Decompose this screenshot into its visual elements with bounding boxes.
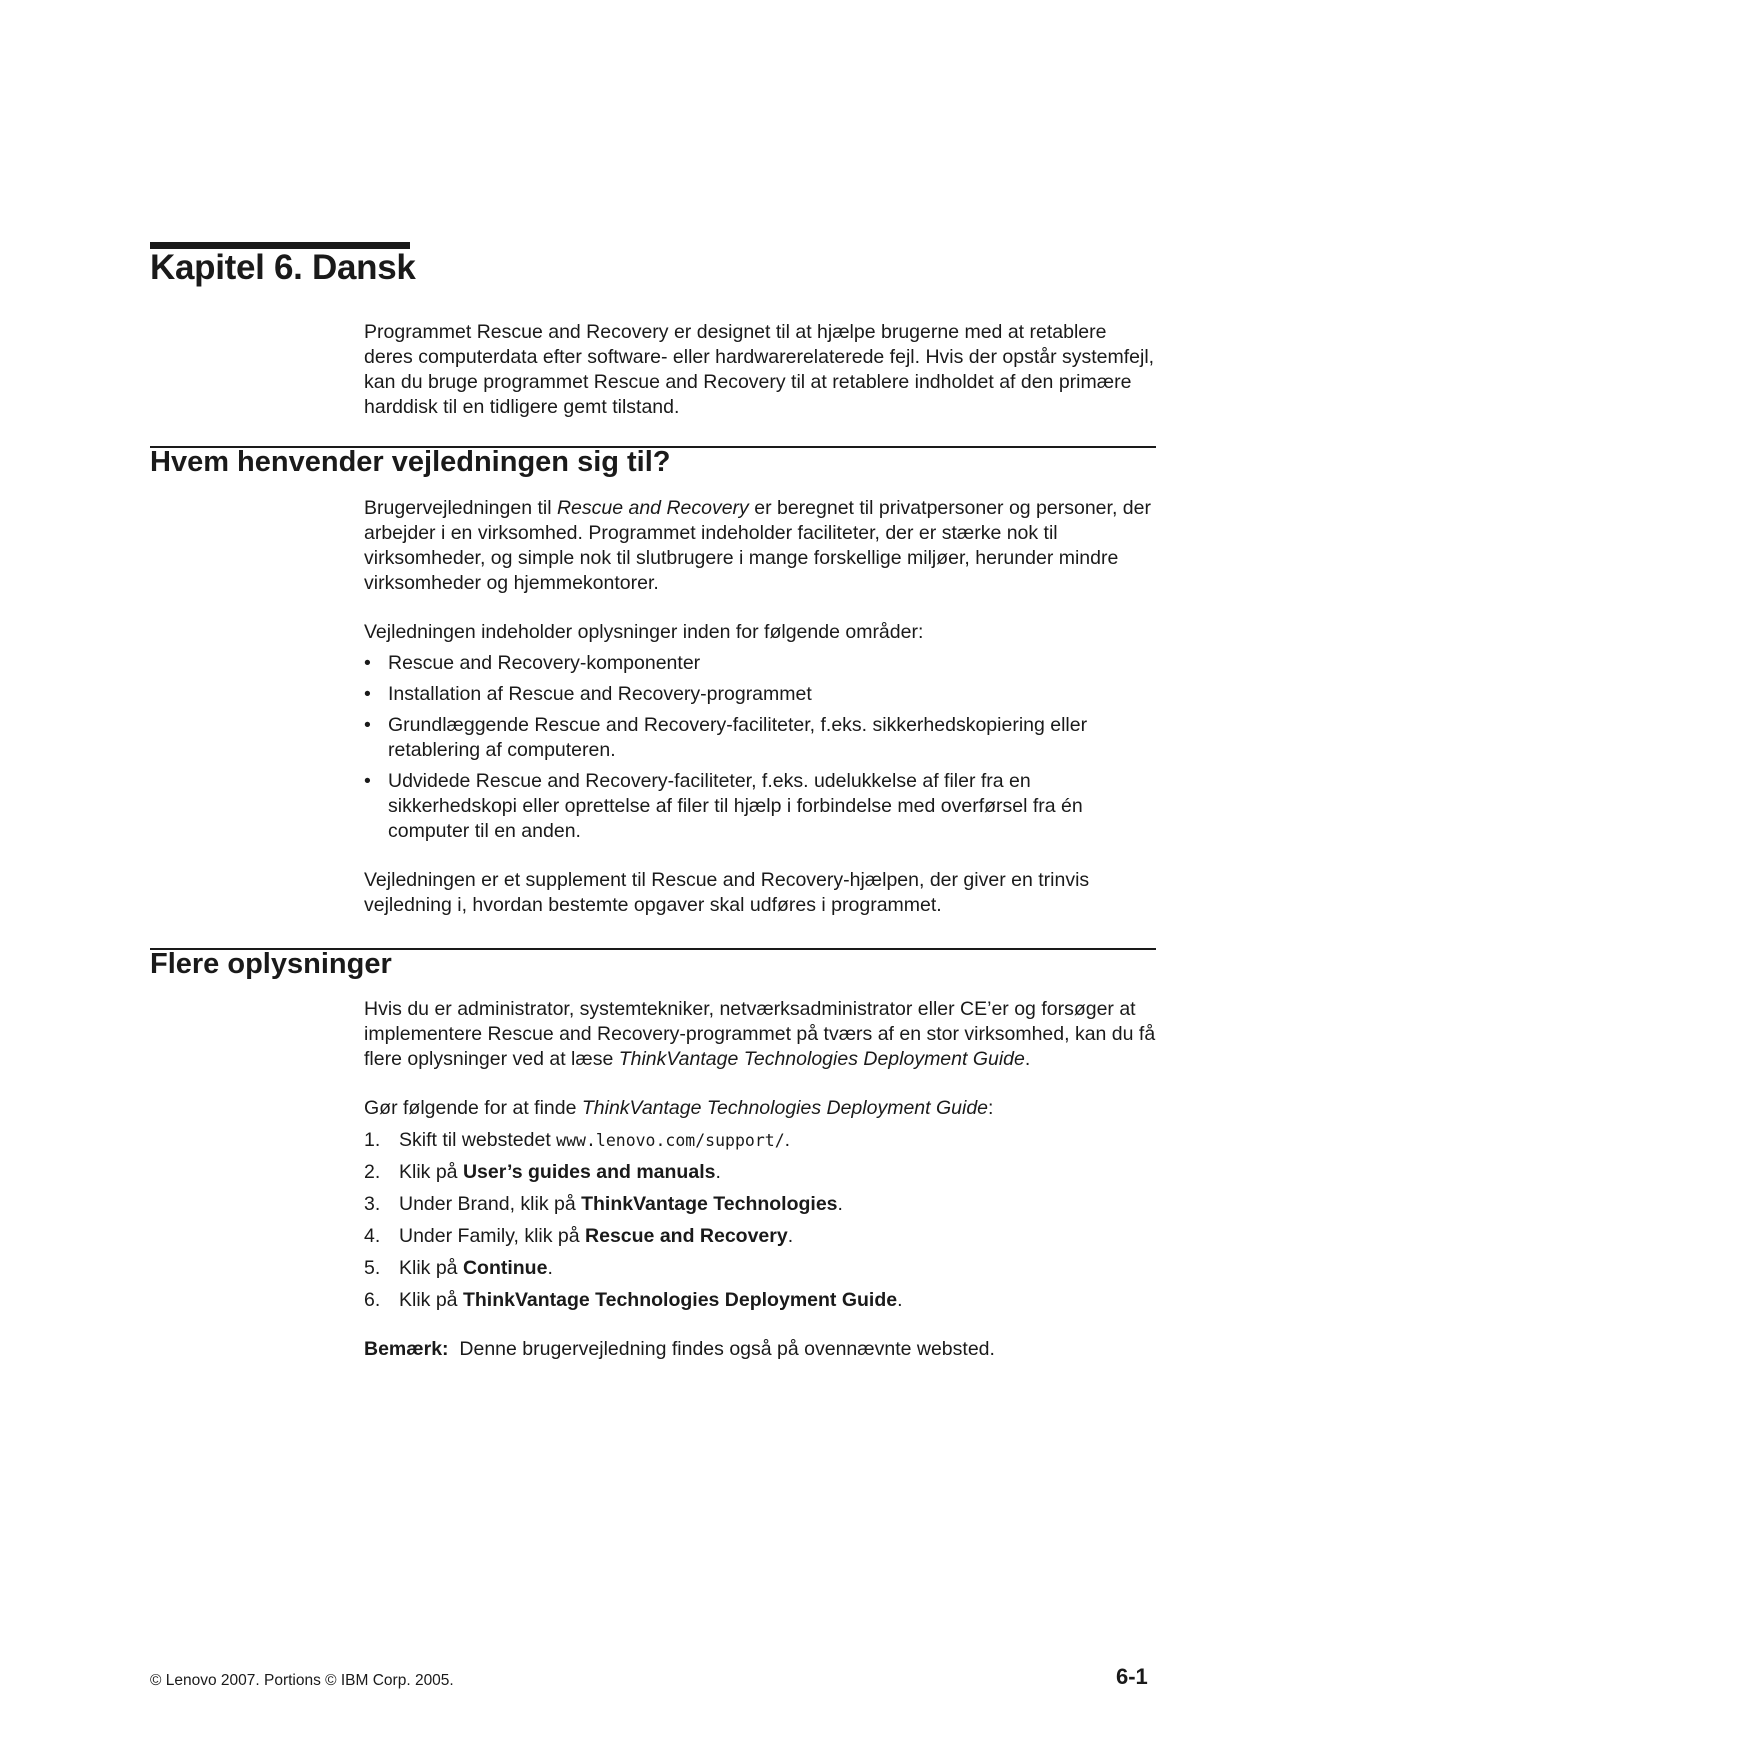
step-number: 2. <box>364 1161 381 1183</box>
step-item <box>364 1160 1156 1185</box>
text-run: . <box>715 1161 721 1183</box>
admin-paragraph <box>364 997 1156 1072</box>
website-link[interactable]: www.lenovo.com/support/ <box>556 1131 785 1150</box>
text-run: : <box>988 1097 994 1119</box>
list-item: • Grundlæggende Rescue and Recovery-faciliteter, f.eks. sikkerhedskopiering eller retablering af computeren. <box>364 713 1156 763</box>
list-item: • Installation af Rescue and Recovery-programmet <box>364 682 1156 707</box>
section-more-info-body <box>364 997 1156 1362</box>
step-text <box>399 1224 793 1249</box>
italic-title: Rescue and Recovery <box>556 497 749 519</box>
text-run: . <box>784 1129 791 1151</box>
list-intro: Vejledningen indeholder oplysninger inden for følgende områder: <box>364 621 924 643</box>
text-run: Skift til webstedet <box>399 1129 557 1151</box>
step-text <box>399 1128 790 1153</box>
step-item <box>364 1256 1156 1281</box>
list-item: • Udvidede Rescue and Recovery-faciliteter, f.eks. udelukkelse af filer fra en sikkerhedskopi eller oprettelse af filer til hjælp i forbindelse med overførsel fra én computer til en anden. <box>364 769 1156 844</box>
step-number: 5. <box>364 1257 381 1279</box>
text-run: Under Family, klik på <box>399 1225 586 1247</box>
step-text <box>399 1288 903 1313</box>
text-run: Klik på <box>399 1257 463 1279</box>
audience-paragraph <box>364 496 1156 596</box>
step-text <box>399 1160 721 1185</box>
step-text <box>399 1192 843 1217</box>
ui-label: Rescue and Recovery <box>585 1225 788 1247</box>
intro-paragraph <box>364 320 1156 420</box>
text-run: Hvis du er administrator, systemtekniker, netværksadministrator eller CE’er og forsøger at implementere Rescue and Recovery-programmet på tværs af en stor virksomhed, kan du få flere oplysninger ved at læse <box>364 998 1156 1070</box>
note-text: Denne brugervejledning findes også på ovennævnte websted. <box>459 1338 995 1360</box>
section-heading-audience: Hvem henvender vejledningen sig til? <box>150 446 671 478</box>
footer-copyright: © Lenovo 2007. Portions © IBM Corp. 2005. <box>150 1672 454 1689</box>
step-item <box>364 1128 1156 1153</box>
step-item <box>364 1288 1156 1313</box>
supplement-paragraph: Vejledningen er et supplement til Rescue and Recovery-hjælpen, der giver en trinvis vejledning i, hvordan bestemte opgaver skal udføres i programmet. <box>364 869 1090 916</box>
steps-list <box>364 1128 1156 1313</box>
step-text <box>399 1256 553 1281</box>
page-number: 6-1 <box>1116 1664 1148 1689</box>
topics-list <box>364 651 1156 844</box>
text-run: . <box>547 1257 553 1279</box>
list-item: • Rescue and Recovery-komponenter <box>364 651 1156 676</box>
ui-label: User’s guides and manuals <box>462 1161 716 1183</box>
step-number: 4. <box>364 1225 381 1247</box>
text-run: Brugervejledningen til <box>364 497 557 519</box>
text-run: Klik på <box>399 1161 463 1183</box>
italic-title: ThinkVantage Technologies Deployment Guide <box>618 1048 1025 1070</box>
text-run: . <box>787 1225 794 1247</box>
step-number: 1. <box>364 1129 381 1151</box>
step-number: 3. <box>364 1193 381 1215</box>
text-run: Gør følgende for at finde <box>364 1097 582 1119</box>
text-run: Klik på <box>399 1289 463 1311</box>
text-run: . <box>837 1193 843 1215</box>
step-item <box>364 1192 1156 1217</box>
section-heading-more-info: Flere oplysninger <box>150 948 392 980</box>
section-audience-body <box>364 496 1156 918</box>
intro-text: Programmet Rescue and Recovery er designet til at hjælpe brugerne med at retablere deres computerdata efter software- eller hardwarerelaterede fejl. Hvis der opstår systemfejl, kan du bruge programmet Rescue and Recovery til at retablere indholdet af den primære harddisk til en tidligere gemt tilstand. <box>364 321 1155 418</box>
step-item <box>364 1224 1156 1249</box>
ui-label: ThinkVantage Technologies <box>581 1193 838 1215</box>
note <box>364 1337 1156 1362</box>
text-run: Under Brand, klik på <box>399 1193 582 1215</box>
italic-title: ThinkVantage Technologies Deployment Guide <box>581 1097 989 1119</box>
text-run: . <box>897 1289 903 1311</box>
ui-label: Continue <box>462 1257 548 1279</box>
chapter-title: Kapitel 6. Dansk <box>150 248 416 287</box>
step-number: 6. <box>364 1289 381 1311</box>
text-run: er beregnet til privatpersoner og personer, der arbejder i en virksomhed. Programmet indeholder faciliteter, der er stærke nok til virksomheder, og simple nok til slutbrugere i mange forskellige miljøer, herunder mindre virksomheder og hjemmekontorer. <box>364 497 1151 594</box>
find-guide-intro <box>364 1096 1156 1121</box>
ui-label: ThinkVantage Technologies Deployment Guide <box>462 1289 898 1311</box>
note-label: Bemærk: <box>364 1338 449 1360</box>
text-run: . <box>1024 1048 1031 1070</box>
